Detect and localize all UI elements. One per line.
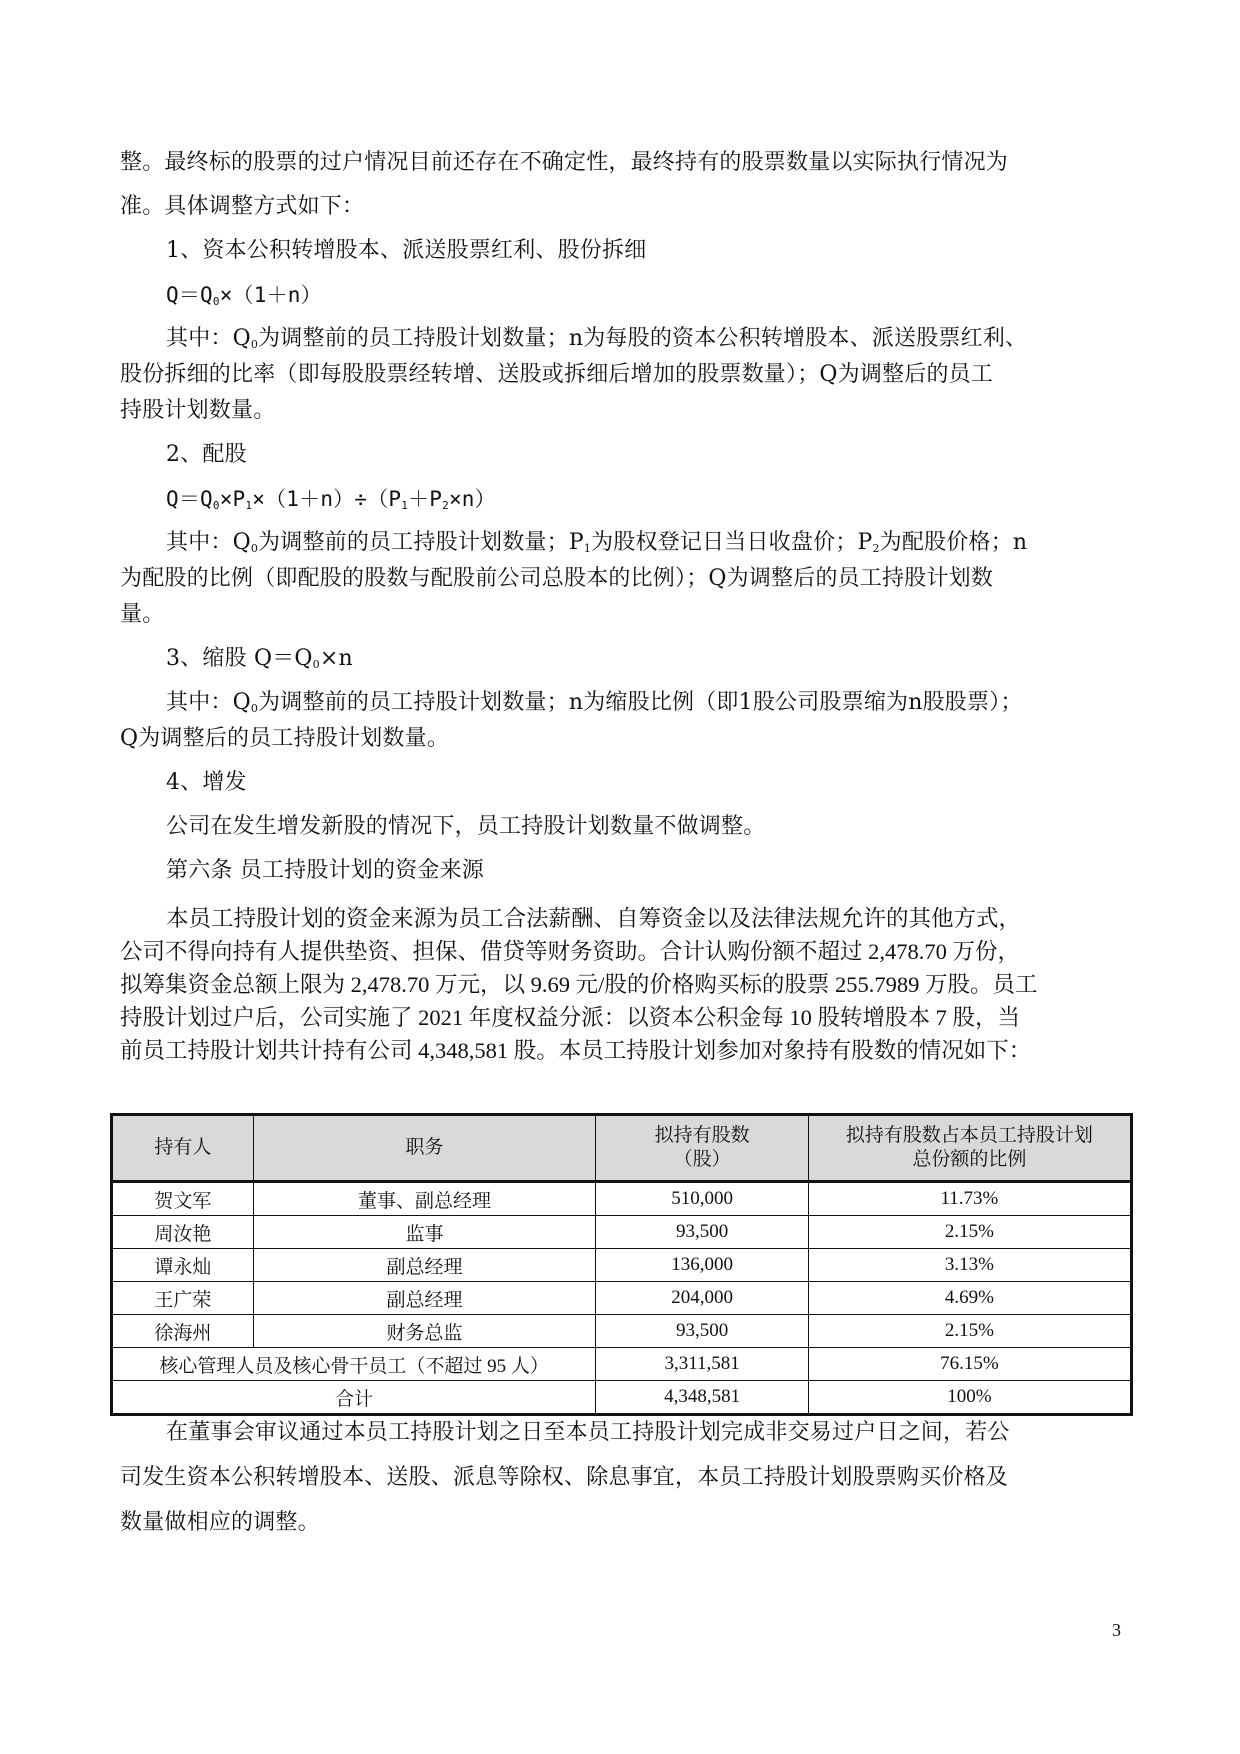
section-heading: 1、资本公积转增股本、派送股票红利、股份拆细 — [166, 238, 647, 263]
holder-cell: 王广荣 — [112, 1282, 254, 1315]
holder-cell: 徐海州 — [112, 1315, 254, 1348]
header-shares: 拟持有股数 （股） — [596, 1115, 809, 1182]
paragraph-line: 其中：$Q_0$为调整前的员工持股计划数量；$P_1$为股权登记日当日收盘价；$P_2$为配股价格；n — [166, 530, 1028, 555]
paragraph-line: 其中：$Q_0$为调整前的员工持股计划数量；n为缩股比例（即1股公司股票缩为n股股票）； — [166, 690, 1023, 715]
shares-cell: 3,311,581 — [596, 1348, 809, 1381]
ratio-cell: 2.15% — [808, 1216, 1131, 1249]
paragraph-line: 数量做相应的调整。 — [120, 1510, 320, 1535]
table-row-total — [112, 1381, 1132, 1415]
formula: $Q=Q_0\times(1+n)$ — [166, 283, 322, 308]
formula: $Q=Q_0\times P_1\times(1+n)\div(P_1+P_2\times n)$ — [166, 487, 496, 512]
page-number: 3 — [1112, 1620, 1121, 1640]
shares-cell: 136,000 — [596, 1249, 809, 1282]
shares-cell: 4,348,581 — [596, 1381, 809, 1415]
holder-cell: 谭永灿 — [112, 1249, 254, 1282]
section-heading: 2、配股 — [166, 442, 247, 467]
paragraph-line: 公司不得向持有人提供垫资、担保、借贷等财务资助。合计认购份额不超过 2,478.70 万份， — [120, 939, 1021, 964]
position-cell: 副总经理 — [253, 1249, 596, 1282]
paragraph-line: 拟筹集资金总额上限为 2,478.70 万元，以 9.69 元/股的价格购买标的股票 255.7989 万股。员工 — [120, 972, 1038, 997]
holder-cell: 核心管理人员及核心骨干员工（不超过 95 人） — [112, 1348, 596, 1381]
paragraph-line: 本员工持股计划的资金来源为员工合法薪酬、自筹资金以及法律法规允许的其他方式， — [166, 906, 1022, 931]
total-label-cell: 合计 — [112, 1381, 596, 1415]
position-cell: 副总经理 — [253, 1282, 596, 1315]
paragraph-line: 公司在发生增发新股的情况下，员工持股计划数量不做调整。 — [166, 814, 766, 839]
paragraph-line: 其中：$Q_0$为调整前的员工持股计划数量；n为每股的资本公积转增股本、派送股票红利、 — [166, 326, 1028, 351]
table-row — [112, 1315, 1132, 1348]
position-cell: 董事、副总经理 — [253, 1182, 596, 1216]
position-cell: 财务总监 — [253, 1315, 596, 1348]
ratio-cell: 11.73% — [808, 1182, 1131, 1216]
table-row — [112, 1216, 1132, 1249]
paragraph-line: 股份拆细的比率（即每股股票经转增、送股或拆细后增加的股票数量）；Q为调整后的员工 — [120, 362, 994, 387]
ratio-cell: 4.69% — [808, 1282, 1131, 1315]
table-row — [112, 1249, 1132, 1282]
holders-table — [110, 1113, 1133, 1416]
paragraph-line: 为配股的比例（即配股的股数与配股前公司总股本的比例）；Q为调整后的员工持股计划数 — [120, 566, 994, 591]
closing-paragraph — [120, 1420, 1130, 1554]
paragraph-line: Q为调整后的员工持股计划数量。 — [120, 726, 450, 751]
document-body — [120, 150, 1130, 1067]
holder-cell: 周汝艳 — [112, 1216, 254, 1249]
ratio-cell: 2.15% — [808, 1315, 1131, 1348]
table-row-core-staff — [112, 1348, 1132, 1381]
header-position: 职务 — [253, 1115, 596, 1182]
position-cell: 监事 — [253, 1216, 596, 1249]
table-row — [112, 1182, 1132, 1216]
shares-cell: 510,000 — [596, 1182, 809, 1216]
paragraph-line: 准。具体调整方式如下： — [120, 194, 365, 219]
shares-cell: 93,500 — [596, 1216, 809, 1249]
header-ratio: 拟持有股数占本员工持股计划 总份额的比例 — [808, 1115, 1131, 1182]
paragraph-line: 司发生资本公积转增股本、送股、派息等除权、除息事宜，本员工持股计划股票购买价格及 — [120, 1465, 1009, 1490]
paragraph-line: 持股计划数量。 — [120, 398, 276, 423]
ratio-cell: 100% — [808, 1381, 1131, 1415]
paragraph-line: 整。最终标的股票的过户情况目前还存在不确定性，最终持有的股票数量以实际执行情况为 — [120, 150, 1009, 175]
ratio-cell: 76.15% — [808, 1348, 1131, 1381]
header-holder: 持有人 — [112, 1115, 254, 1182]
paragraph-line: 前员工持股计划共计持有公司 4,348,581 股。本员工持股计划参加对象持有股数的情况如下： — [120, 1038, 1032, 1063]
table-row — [112, 1282, 1132, 1315]
section-heading: 4、增发 — [166, 770, 247, 795]
shares-cell: 93,500 — [596, 1315, 809, 1348]
paragraph-line: 量。 — [120, 602, 165, 627]
section-heading: 3、缩股 $Q=Q_0\times n$ — [166, 646, 353, 671]
shares-cell: 204,000 — [596, 1282, 809, 1315]
table-header-row — [112, 1115, 1132, 1182]
holder-cell: 贺文军 — [112, 1182, 254, 1216]
article-heading: 第六条 员工持股计划的资金来源 — [166, 858, 484, 883]
paragraph-line: 在董事会审议通过本员工持股计划之日至本员工持股计划完成非交易过户日之间，若公 — [166, 1420, 1010, 1445]
paragraph-line: 持股计划过户后，公司实施了 2021 年度权益分派：以资本公积金每 10 股转增股本 7 股，当 — [120, 1005, 1021, 1030]
ratio-cell: 3.13% — [808, 1249, 1131, 1282]
